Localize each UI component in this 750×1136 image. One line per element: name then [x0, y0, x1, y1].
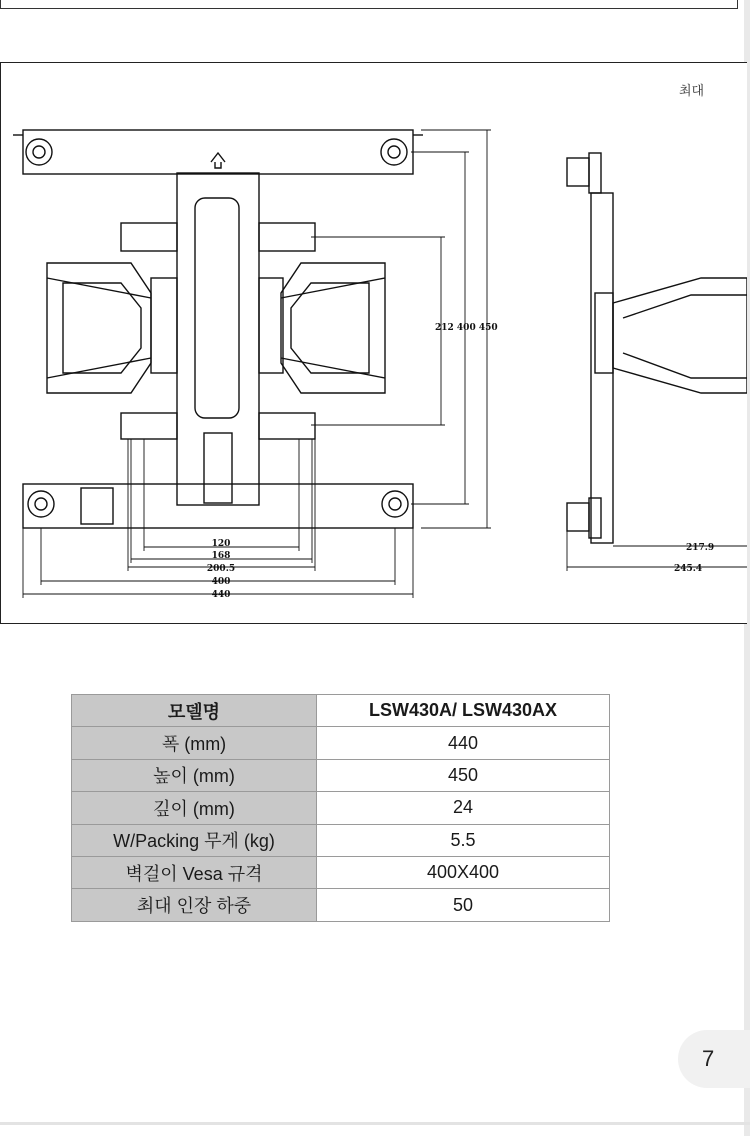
table-row: [72, 889, 610, 921]
row-value: 24: [317, 792, 610, 824]
mount-wheel-icon: [28, 491, 54, 517]
row-label: 벽걸이 Vesa 규격: [72, 856, 317, 888]
table-row: [72, 759, 610, 791]
page-number: 7: [702, 1046, 715, 1071]
table-row: [72, 792, 610, 824]
header-label: 모델명: [72, 695, 317, 727]
dim-vertical: 212 400 450: [435, 323, 498, 333]
dim-400: 400: [211, 577, 231, 587]
table-row: [72, 824, 610, 856]
row-label: 폭 (mm): [72, 727, 317, 759]
row-label: W/Packing 무게 (kg): [72, 824, 317, 856]
technical-drawing: [0, 62, 747, 624]
spec-table: [71, 694, 610, 922]
row-value: 440: [317, 727, 610, 759]
row-label: 최대 인장 하중: [72, 889, 317, 921]
dim-120: 120: [211, 539, 231, 549]
row-value: 50: [317, 889, 610, 921]
mount-wheel-icon: [382, 491, 408, 517]
drawing-svg: [1, 63, 747, 623]
previous-page-edge: [0, 0, 738, 9]
header-value: LSW430A/ LSW430AX: [317, 695, 610, 727]
dim-440: 440: [211, 590, 231, 600]
dim-168: 168: [211, 551, 231, 561]
side-view: [567, 153, 747, 543]
row-label: 깊이 (mm): [72, 792, 317, 824]
table-row: [72, 856, 610, 888]
center-column: [177, 173, 259, 505]
table-header-row: [72, 695, 610, 727]
dim-217-9: 217.9: [686, 543, 715, 553]
max-label: 최대: [679, 84, 705, 99]
row-label: 높이 (mm): [72, 759, 317, 791]
dim-200-5: 200.5: [206, 564, 236, 574]
row-value: 400X400: [317, 856, 610, 888]
mount-wheel-icon: [26, 139, 52, 165]
bottom-divider: [0, 1122, 750, 1125]
dim-245-4: 245.4: [674, 564, 703, 574]
row-value: 450: [317, 759, 610, 791]
up-arrow-icon: [211, 153, 225, 168]
table-row: [72, 727, 610, 759]
mount-wheel-icon: [381, 139, 407, 165]
row-value: 5.5: [317, 824, 610, 856]
